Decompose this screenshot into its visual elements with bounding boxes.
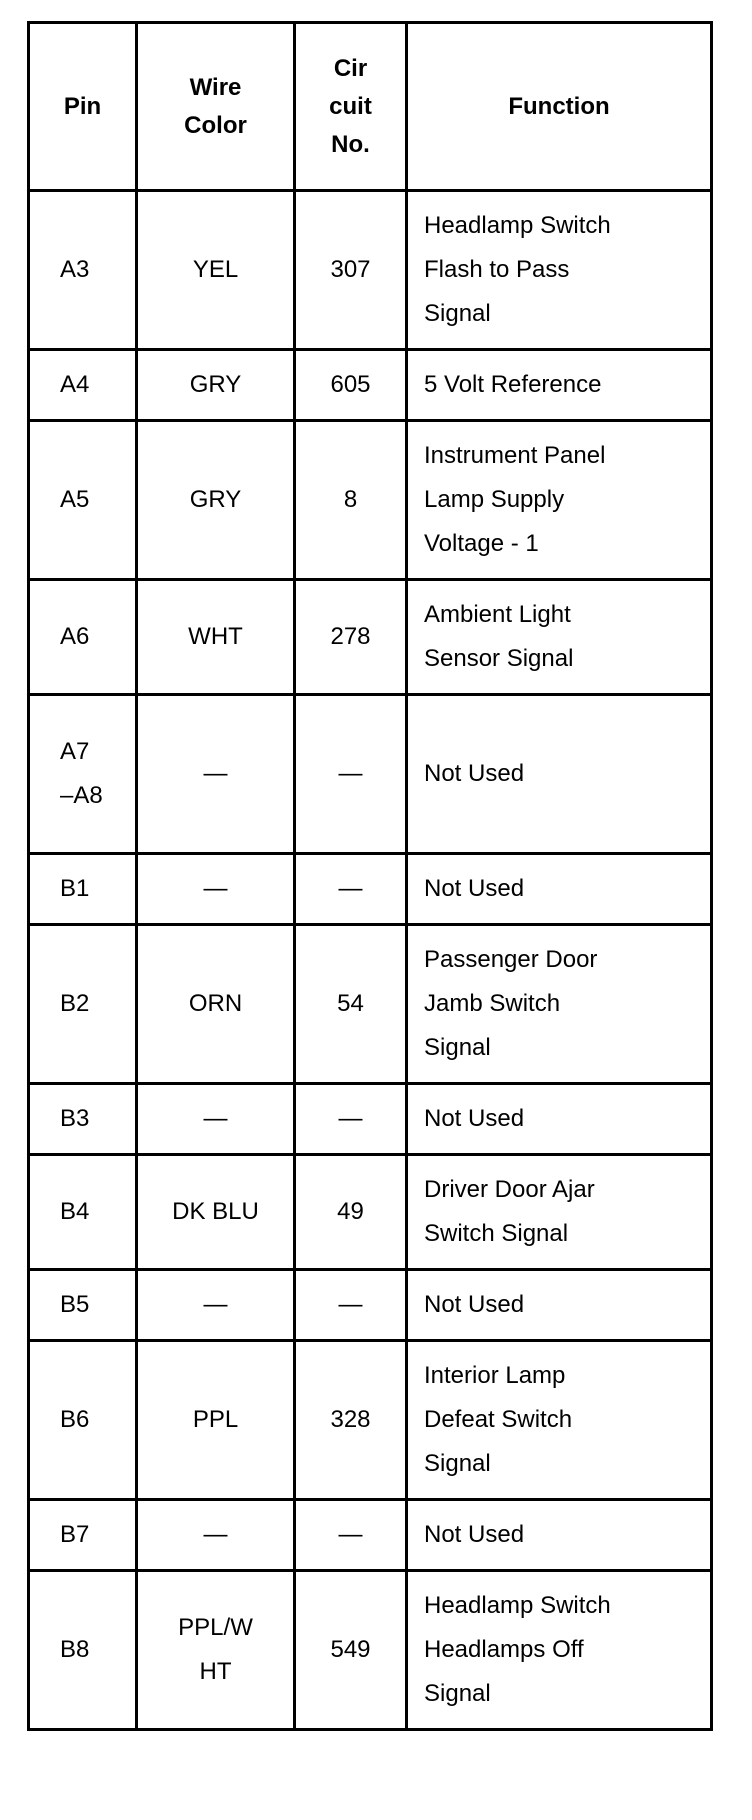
wire-color-cell: — bbox=[137, 1084, 295, 1155]
header-circuit-number: Cir cuit No. bbox=[295, 23, 407, 191]
connector-pinout-table bbox=[27, 21, 713, 1731]
table-row bbox=[29, 350, 712, 421]
circuit-cell: — bbox=[295, 1084, 407, 1155]
circuit-cell: — bbox=[295, 695, 407, 854]
table-header bbox=[29, 23, 712, 191]
function-cell: Not Used bbox=[407, 854, 712, 925]
circuit-cell: — bbox=[295, 1500, 407, 1571]
pin-cell: A4 bbox=[29, 350, 137, 421]
pin-cell: A3 bbox=[29, 191, 137, 350]
table-row bbox=[29, 1084, 712, 1155]
table-row bbox=[29, 925, 712, 1084]
function-cell: Instrument Panel Lamp Supply Voltage - 1 bbox=[407, 421, 712, 580]
pin-cell: A5 bbox=[29, 421, 137, 580]
table-body bbox=[29, 191, 712, 1730]
pin-cell: B4 bbox=[29, 1155, 137, 1270]
pin-cell: B6 bbox=[29, 1341, 137, 1500]
function-cell: Not Used bbox=[407, 1084, 712, 1155]
function-cell: Headlamp Switch Flash to Pass Signal bbox=[407, 191, 712, 350]
header-row bbox=[29, 23, 712, 191]
function-cell: Interior Lamp Defeat Switch Signal bbox=[407, 1341, 712, 1500]
header-function: Function bbox=[407, 23, 712, 191]
header-wire-color: Wire Color bbox=[137, 23, 295, 191]
wire-color-cell: — bbox=[137, 695, 295, 854]
function-cell: 5 Volt Reference bbox=[407, 350, 712, 421]
header-pin: Pin bbox=[29, 23, 137, 191]
function-cell: Not Used bbox=[407, 1500, 712, 1571]
circuit-cell: — bbox=[295, 1270, 407, 1341]
circuit-cell: 278 bbox=[295, 580, 407, 695]
wire-color-cell: WHT bbox=[137, 580, 295, 695]
function-cell: Passenger Door Jamb Switch Signal bbox=[407, 925, 712, 1084]
wire-color-cell: — bbox=[137, 1500, 295, 1571]
table-row bbox=[29, 580, 712, 695]
wire-color-cell: PPL/W HT bbox=[137, 1571, 295, 1730]
wire-color-cell: DK BLU bbox=[137, 1155, 295, 1270]
pin-cell: B2 bbox=[29, 925, 137, 1084]
pin-cell: B3 bbox=[29, 1084, 137, 1155]
wire-color-cell: PPL bbox=[137, 1341, 295, 1500]
wire-color-cell: ORN bbox=[137, 925, 295, 1084]
circuit-cell: 54 bbox=[295, 925, 407, 1084]
circuit-cell: 605 bbox=[295, 350, 407, 421]
table-row bbox=[29, 1270, 712, 1341]
wire-color-cell: — bbox=[137, 1270, 295, 1341]
table-row bbox=[29, 421, 712, 580]
function-cell: Not Used bbox=[407, 1270, 712, 1341]
function-cell: Headlamp Switch Headlamps Off Signal bbox=[407, 1571, 712, 1730]
table-row bbox=[29, 1571, 712, 1730]
function-cell: Driver Door Ajar Switch Signal bbox=[407, 1155, 712, 1270]
pin-cell: A6 bbox=[29, 580, 137, 695]
wire-color-cell: — bbox=[137, 854, 295, 925]
circuit-cell: 8 bbox=[295, 421, 407, 580]
pin-cell: A7 –A8 bbox=[29, 695, 137, 854]
pin-cell: B5 bbox=[29, 1270, 137, 1341]
table-row bbox=[29, 854, 712, 925]
wire-color-cell: GRY bbox=[137, 350, 295, 421]
circuit-cell: — bbox=[295, 854, 407, 925]
circuit-cell: 49 bbox=[295, 1155, 407, 1270]
circuit-cell: 328 bbox=[295, 1341, 407, 1500]
table-row bbox=[29, 1155, 712, 1270]
table-row bbox=[29, 695, 712, 854]
table-row bbox=[29, 1500, 712, 1571]
wire-color-cell: YEL bbox=[137, 191, 295, 350]
pin-cell: B7 bbox=[29, 1500, 137, 1571]
table-row bbox=[29, 191, 712, 350]
function-cell: Ambient Light Sensor Signal bbox=[407, 580, 712, 695]
circuit-cell: 549 bbox=[295, 1571, 407, 1730]
pin-cell: B8 bbox=[29, 1571, 137, 1730]
circuit-cell: 307 bbox=[295, 191, 407, 350]
table-row bbox=[29, 1341, 712, 1500]
function-cell: Not Used bbox=[407, 695, 712, 854]
wire-color-cell: GRY bbox=[137, 421, 295, 580]
pin-cell: B1 bbox=[29, 854, 137, 925]
